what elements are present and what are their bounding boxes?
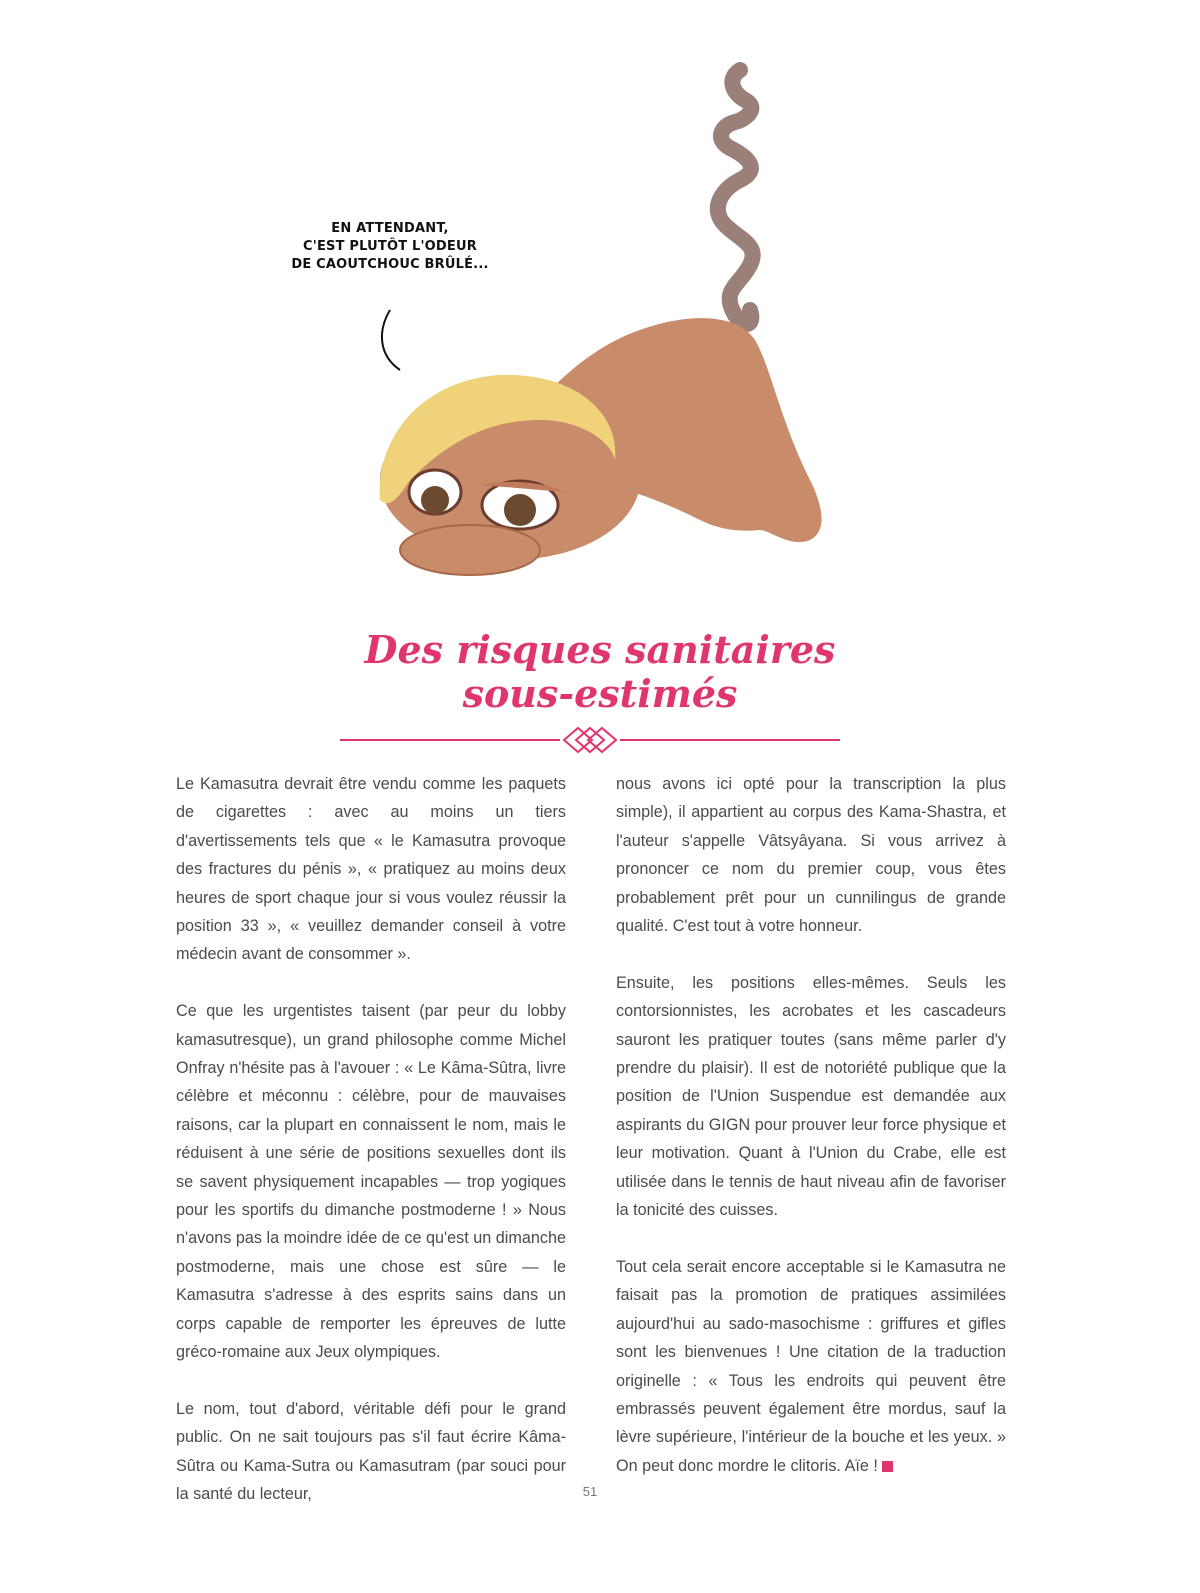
- page-number: 51: [582, 1484, 598, 1499]
- text-column-right: [616, 770, 1006, 1509]
- paragraph-text: Tout cela serait encore acceptable si le Kamasutra ne faisait pas la promotion de pratiques assimilées aujourd'hui au sado-masochisme : griffures et gifles sont les bienvenues ! Une citation de la traduction originelle : « Tous les endroits qui peuvent être embrassés peuvent également être mordus, sauf la lèvre supérieure, l'intérieur de la bouche et les yeux. » On peut donc mordre le clitoris. Aïe !: [616, 1257, 1006, 1475]
- hands-shape: [400, 525, 540, 575]
- section-title: [200, 628, 1000, 716]
- speech-line: DE CAOUTCHOUC BRÛLÉ...: [291, 257, 489, 272]
- speech-line: C'EST PLUTÔT L'ODEUR: [303, 239, 477, 254]
- paragraph: Le nom, tout d'abord, véritable défi pour le grand public. On ne sait toujours pas s'il faut écrire Kâma-Sûtra ou Kama-Sutra ou Kamasutram (par souci pour la santé du lecteur,: [176, 1399, 566, 1504]
- cartoon-illustration: [340, 60, 860, 580]
- paragraph: Ce que les urgentistes taisent (par peur du lobby kamasutresque), un grand philosophe comme Michel Onfray n'hésite pas à l'avouer : « Le Kâma-Sûtra, livre célèbre et méconnu : célèbre, pour de mauvaises raisons, car la plupart en connaissent le nom, mais le réduisent à une série de positions sexuelles dont ils se savent physiquement incapables — trop yogiques pour les sportifs du dimanche postmoderne ! » Nous n'avons pas la moindre idée de ce qu'est un dimanche postmoderne, mais une chose est sûre — le Kamasutra s'adresse à des esprits sains dans un corps capable de remporter les épreuves de lutte gréco-romaine aux Jeux olympiques.: [176, 1002, 566, 1362]
- ornament-divider: [340, 726, 840, 754]
- paragraph: Ensuite, les positions elles-mêmes. Seuls les contorsionnistes, les acrobates et les cascadeurs sauront les pratiquer toutes (sans même parler d'y prendre du plaisir). Il est de notoriété publique que la position de l'Union Suspendue est demandée aux aspirants du GIGN pour prouver leur force physique et leur motivation. Quant à l'Union du Crabe, elle est utilisée dans le tennis de haut niveau afin de favoriser la tonicité des cuisses.: [616, 973, 1006, 1220]
- smoke-icon: [718, 70, 753, 324]
- paragraph-final: [616, 1253, 1006, 1480]
- end-square-icon: [882, 1461, 893, 1472]
- section-title-line: Des risques sanitaires: [364, 627, 836, 672]
- text-column-left: [176, 770, 566, 1537]
- section-title-line: sous-estimés: [462, 671, 738, 716]
- paragraph: Le Kamasutra devrait être vendu comme les paquets de cigarettes : avec au moins un tiers d'avertissements tels que « le Kamasutra provoque des fractures du pénis », « pratiquez au moins deux heures de sport chaque jour si vous voulez réussir la position 33 », « veuillez demander conseil à votre médecin avant de consommer ».: [176, 775, 566, 964]
- paragraph: nous avons ici opté pour la transcription la plus simple), il appartient au corpus des Kama-Shastra, et l'auteur s'appelle Vâtsyâyana. Si vous arrivez à prononcer ce nom du premier coup, vous êtes probablement prêt pour un cunnilingus de grande qualité. C'est tout à votre honneur.: [616, 775, 1006, 936]
- speech-line: EN ATTENDANT,: [331, 221, 449, 236]
- speech-bubble: [290, 220, 490, 274]
